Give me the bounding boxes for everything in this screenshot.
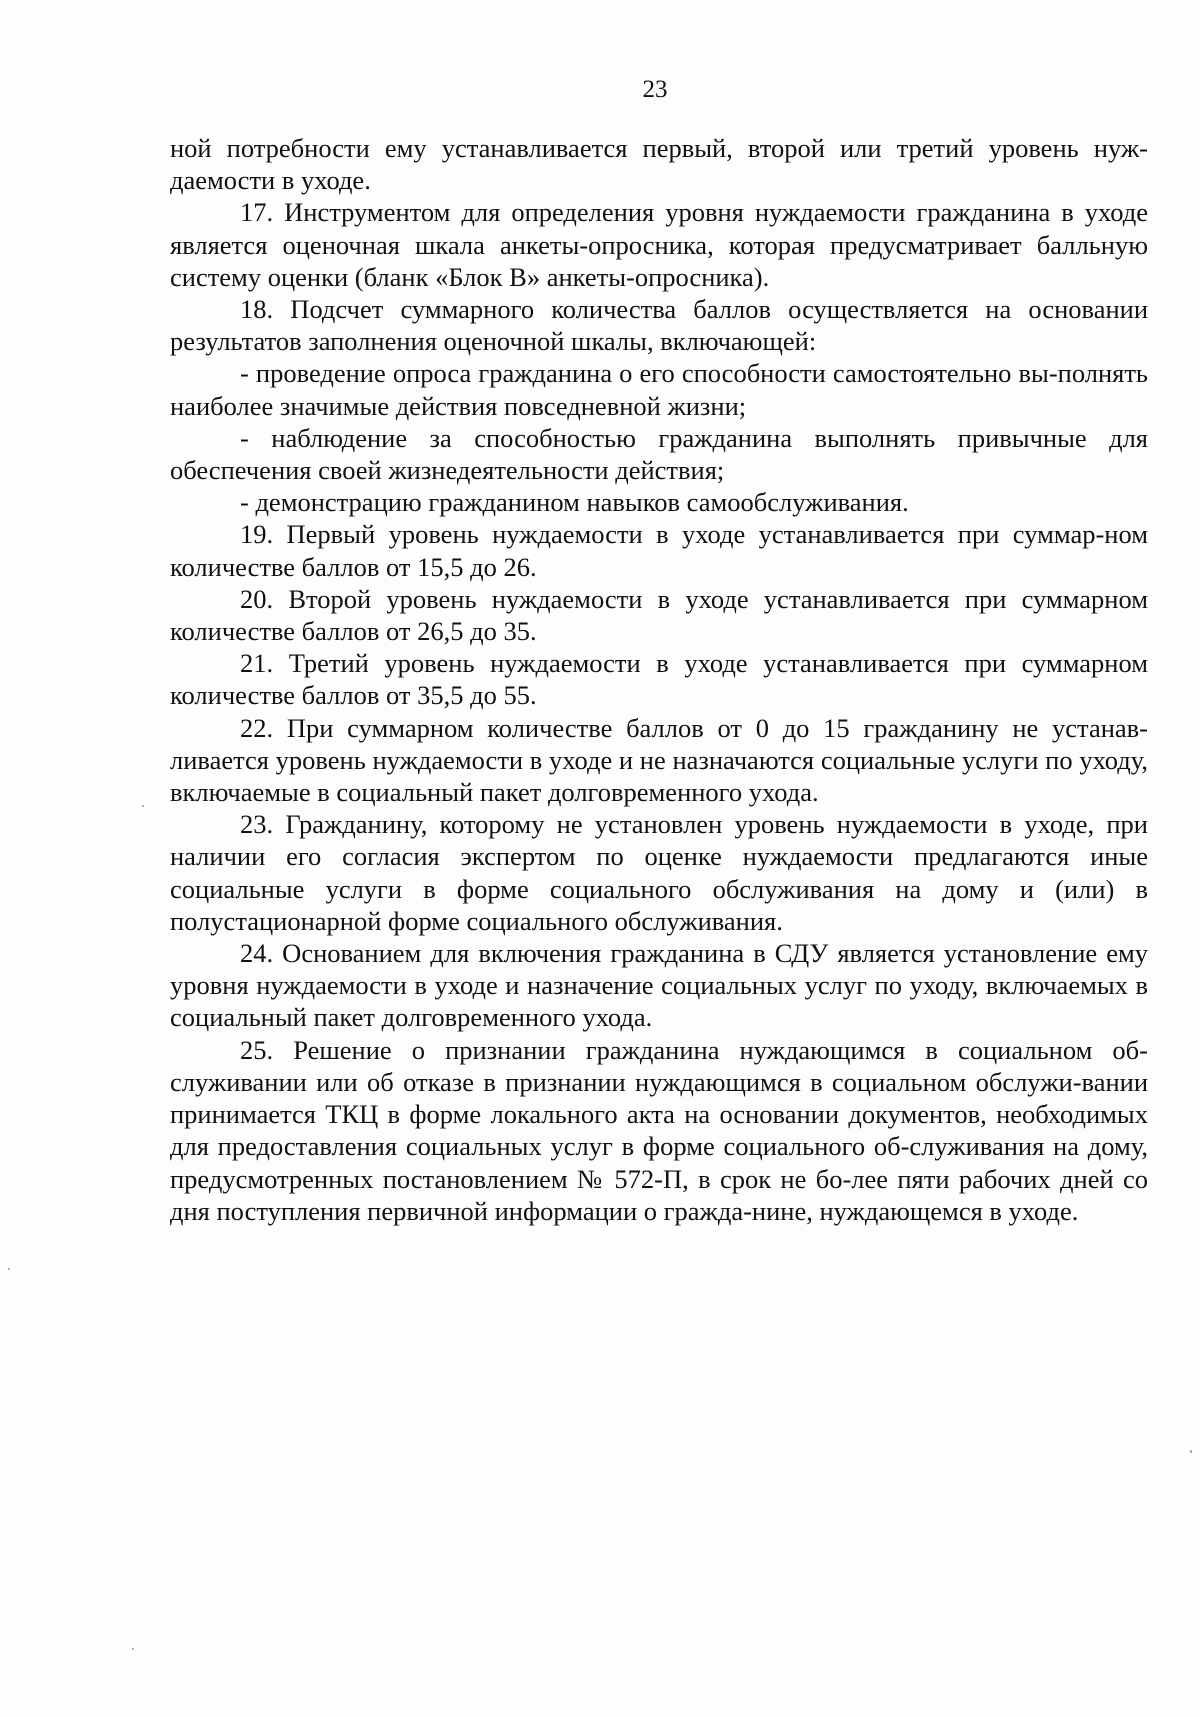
scan-speck — [142, 805, 144, 807]
list-item-observation: - наблюдение за способностью гражданина выполнять привычные для обеспечения своей жизнедеятельности действия; — [170, 422, 1148, 486]
paragraph-21: 21. Третий уровень нуждаемости в уходе устанавливается при суммарном количестве баллов от 35,5 до 55. — [170, 648, 1148, 711]
paragraph-22: 22. При суммарном количестве баллов от 0 до 15 гражданину не устанав-ливается уровень нуждаемости в уходе и не назначаются социальные услуги по уходу, включаемые в социальный пакет долговременного ухода. — [170, 712, 1148, 808]
page-number: 23 — [642, 76, 668, 103]
document-body — [170, 132, 1148, 1227]
paragraph-20: 20. Второй уровень нуждаемости в уходе устанавливается при суммарном количестве баллов от 26,5 до 35. — [170, 583, 1148, 647]
paragraph-17: 17. Инструментом для определения уровня нуждаемости гражданина в уходе является оценочная шкала анкеты-опросника, которая предусматривает балльную систему оценки (бланк «Блок В» анкеты-опросника). — [170, 197, 1148, 292]
scan-speck — [1190, 1450, 1192, 1453]
scan-speck — [8, 1268, 10, 1270]
paragraph-25: 25. Решение о признании гражданина нуждающимся в социальном об-служивании или об отказе в признании нуждающимся в социальном обслужи-вании принимается ТКЦ в форме локального акта на основании документов, необходимых для предоставления социальных услуг в форме социального об-служивания на дому, предусмотренных постановлением № 572-П, в срок не бо-лее пяти рабочих дней со дня поступления первичной информации о гражда-нине, нуждающемся в уходе. — [170, 1034, 1148, 1226]
paragraph-18: 18. Подсчет суммарного количества баллов осуществляется на основании результатов заполнения оценочной шкалы, включающей: — [170, 294, 1148, 357]
paragraph-continuation: ной потребности ему устанавливается первый, второй или третий уровень нуж-даемости в уходе. — [170, 133, 1148, 196]
list-item-demonstration: - демонстрацию гражданином навыков самообслуживания. — [240, 487, 909, 518]
list-item-survey: - проведение опроса гражданина о его способности самостоятельно вы-полнять наиболее значимые действия повседневной жизни; — [170, 358, 1148, 421]
scan-speck — [132, 1648, 134, 1650]
paragraph-19: 19. Первый уровень нуждаемости в уходе устанавливается при суммар-ном количестве баллов от 15,5 до 26. — [170, 519, 1148, 582]
paragraph-24: 24. Основанием для включения гражданина в СДУ является установление ему уровня нуждаемости в уходе и назначение социальных услуг по уходу, включаемых в социальный пакет долговременного ухода. — [170, 938, 1148, 1033]
paragraph-23: 23. Гражданину, которому не установлен уровень нуждаемости в уходе, при наличии его согласия экспертом по оценке нуждаемости предлагаются иные социальные услуги в форме социального обслуживания на дому и (или) в полустационарной форме социального обслуживания. — [170, 809, 1148, 936]
